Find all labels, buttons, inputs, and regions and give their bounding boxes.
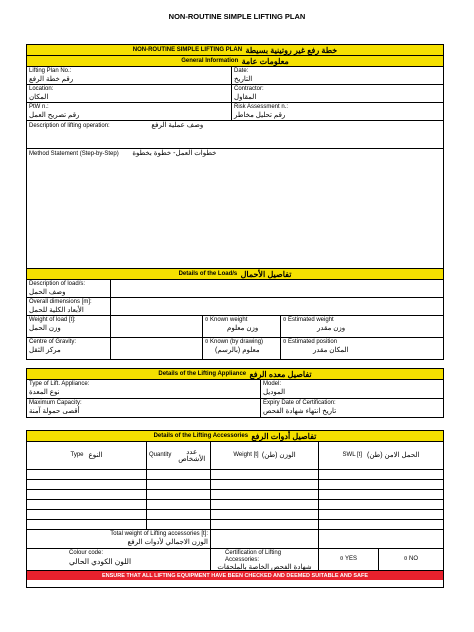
swl-cell[interactable]	[319, 520, 443, 529]
total-weight-label-ar: الوزن الاجمالي لأدوات الرفع	[127, 539, 208, 546]
colour-code-field[interactable]	[27, 549, 211, 570]
col-weight-header	[211, 442, 319, 469]
col-quantity-en: Quantity	[149, 452, 172, 458]
load-description-input[interactable]	[111, 280, 443, 297]
weight-row	[27, 316, 443, 338]
contractor-field[interactable]	[232, 85, 443, 102]
ptw-row	[27, 103, 443, 121]
lifting-accessories-header	[27, 431, 443, 442]
swl-cell[interactable]	[319, 500, 443, 509]
accessories-column-headers	[27, 442, 443, 470]
contractor-label-ar: المقاول	[234, 94, 257, 101]
col-swl-ar: الحمل الامن (طن)	[367, 452, 420, 459]
table-row	[27, 470, 443, 480]
cog-label-cell	[27, 338, 111, 360]
dimensions-input[interactable]	[111, 298, 443, 315]
quantity-cell[interactable]	[147, 470, 211, 479]
capacity-label-ar: أقصى حمولة آمنة	[29, 408, 80, 415]
type-cell[interactable]	[27, 470, 147, 479]
contractor-label: Contractor:	[234, 86, 264, 92]
location-row	[27, 85, 443, 103]
date-label: Date:	[234, 68, 249, 74]
plan-no-label-ar: رقم خطة الرفع	[29, 76, 74, 83]
total-weight-input[interactable]	[211, 530, 319, 548]
weight-cell[interactable]	[211, 500, 319, 509]
weight-cell[interactable]	[211, 510, 319, 519]
weight-label: Weight of load [t]:	[29, 317, 76, 323]
ptw-field[interactable]	[27, 103, 232, 120]
swl-cell[interactable]	[319, 490, 443, 499]
cert-label-ar: شهادة الفحص الخاصة بالملحقات	[217, 564, 312, 570]
lifting-description-label-ar: وصف عملية الرفع	[151, 122, 204, 129]
capacity-row	[27, 399, 443, 418]
load-description-label-cell	[27, 280, 111, 297]
cert-label: Certification of Lifting Accessories:	[225, 550, 282, 563]
known-weight-label-ar: وزن معلوم	[227, 325, 259, 332]
table-row	[27, 510, 443, 520]
quantity-cell[interactable]	[147, 480, 211, 489]
risk-assessment-label-ar: رقم تحليل مخاطر	[234, 112, 286, 119]
plan-no-label: Lifting Plan No.:	[29, 68, 72, 74]
load-description-label: Description of load/s:	[29, 281, 86, 287]
weight-label-ar: وزن الحمل	[29, 325, 61, 332]
capacity-field[interactable]	[27, 399, 261, 418]
appliance-type-label-ar: نوع المعدة	[29, 389, 60, 396]
cert-yes-checkbox[interactable]	[319, 549, 379, 570]
plan-no-field[interactable]	[27, 67, 232, 84]
capacity-label: Maximum Capacity:	[29, 400, 82, 406]
safety-footer-text: ENSURE THAT ALL LIFTING EQUIPMENT HAVE BEEN CHECKED AND DEEMED SUITABLE AND SAFE	[101, 572, 369, 579]
plan-header-ar: خطة رفع غير روتينية بسيطة	[245, 45, 338, 55]
col-weight-en: Weight [t]	[233, 452, 259, 458]
lifting-accessories-header-ar: تفاصيل أدوات الرفع	[251, 431, 317, 441]
lifting-description-row	[27, 121, 443, 149]
lifting-appliance-section	[26, 368, 444, 418]
method-statement-label: Method Statement (Step-by-Step)	[29, 151, 119, 157]
expiry-label-ar: تاريخ انتهاء شهادة الفحص	[263, 408, 337, 415]
method-statement-row	[27, 149, 443, 269]
appliance-type-row	[27, 380, 443, 399]
dimensions-label: Overall dimensions [m]:	[29, 299, 92, 305]
model-field[interactable]	[261, 380, 443, 398]
quantity-cell[interactable]	[147, 490, 211, 499]
type-cell[interactable]	[27, 480, 147, 489]
risk-assessment-field[interactable]	[232, 103, 443, 120]
appliance-type-label: Type of Lift. Appliance:	[29, 381, 90, 387]
model-label: Model:	[263, 381, 282, 387]
quantity-cell[interactable]	[147, 510, 211, 519]
known-by-drawing-label: ¤ Known (by drawing)	[205, 339, 264, 345]
type-cell[interactable]	[27, 510, 147, 519]
estimated-position-label-ar: المكان مقدر	[313, 347, 349, 354]
col-weight-ar: الوزن (طن)	[261, 452, 296, 459]
estimated-weight-checkbox[interactable]	[281, 316, 443, 337]
dimensions-label-ar: الأبعاد الكلية للحمل	[29, 307, 84, 314]
colour-code-label-ar: اللون الكودي الحالي	[69, 557, 132, 566]
lifting-appliance-header-ar: تفاصيل معده الرفع	[249, 369, 312, 379]
cog-label: Centre of Gravity:	[29, 339, 77, 345]
lifting-accessories-section	[26, 430, 444, 588]
colour-cert-row	[27, 549, 443, 571]
known-by-drawing-checkbox[interactable]	[203, 338, 281, 360]
weight-input[interactable]	[111, 316, 203, 337]
total-weight-label: Total weight of Lifting accessories [t]:	[110, 531, 208, 537]
swl-cell[interactable]	[319, 480, 443, 489]
total-weight-row	[27, 530, 443, 549]
estimated-weight-label: ¤ Estimated weight	[283, 317, 334, 323]
table-row	[27, 480, 443, 490]
weight-label-cell	[27, 316, 111, 337]
cert-yes-label: ¤ YES	[340, 556, 357, 562]
cert-no-checkbox[interactable]	[379, 549, 443, 570]
safety-footer-banner	[27, 571, 443, 580]
load-details-section	[26, 268, 444, 360]
quantity-cell[interactable]	[147, 500, 211, 509]
table-row	[27, 520, 443, 530]
col-type-en: Type	[70, 452, 84, 458]
quantity-cell[interactable]	[147, 520, 211, 529]
weight-cell[interactable]	[211, 470, 319, 479]
expiry-label: Expiry Date of Certification:	[263, 400, 336, 406]
type-cell[interactable]	[27, 490, 147, 499]
load-details-header	[27, 269, 443, 280]
model-label-ar: الموديل	[263, 389, 286, 396]
load-description-row	[27, 280, 443, 298]
method-statement-label-ar: خطوات العمل- خطوة بخطوة	[132, 150, 217, 157]
expiry-field[interactable]	[261, 399, 443, 418]
cert-label-cell	[211, 549, 319, 570]
table-row	[27, 500, 443, 510]
lifting-accessories-header-en: Details of the Lifting Accessories	[153, 433, 249, 439]
estimated-position-label: ¤ Estimated position	[283, 339, 338, 345]
colour-code-label: Colour code:	[69, 550, 104, 556]
location-label-ar: المكان	[29, 94, 49, 101]
plan-header	[27, 45, 443, 56]
weight-cell[interactable]	[211, 480, 319, 489]
known-by-drawing-label-ar: معلوم (بالرسم)	[215, 347, 260, 354]
general-info-ar: معلومات عامة	[241, 56, 289, 66]
lifting-description-field[interactable]	[27, 121, 443, 148]
known-weight-label: ¤ Known weight	[205, 317, 248, 323]
date-label-ar: التاريخ	[234, 76, 253, 83]
general-info-en: General Information	[181, 58, 239, 64]
cog-row	[27, 338, 443, 360]
lifting-appliance-header	[27, 369, 443, 380]
col-type-header	[27, 442, 147, 469]
col-swl-en: SWL [t]	[342, 452, 362, 458]
estimated-position-checkbox[interactable]	[281, 338, 443, 360]
appliance-type-field[interactable]	[27, 380, 261, 398]
document-title: NON-ROUTINE SIMPLE LIFTING PLAN	[168, 12, 306, 21]
type-cell[interactable]	[27, 520, 147, 529]
col-quantity-ar: عدد الأشخاص	[178, 448, 206, 463]
weight-cell[interactable]	[211, 520, 319, 529]
estimated-weight-label-ar: وزن مقدر	[317, 325, 346, 332]
location-label: Location:	[29, 86, 54, 92]
method-statement-field[interactable]	[27, 149, 443, 269]
lifting-description-label: Description of lifting operation:	[29, 123, 110, 129]
load-details-header-en: Details of the Load/s	[178, 271, 238, 277]
cog-label-ar: مركز الثقل	[29, 347, 61, 354]
dimensions-label-cell	[27, 298, 111, 315]
table-row	[27, 490, 443, 500]
ptw-label: PtW n.:	[29, 104, 49, 110]
risk-assessment-label: Risk Assessment n.:	[234, 104, 289, 110]
plan-no-row	[27, 67, 443, 85]
load-description-label-ar: وصف الحمل	[29, 289, 66, 296]
general-info-header	[27, 56, 443, 67]
location-field[interactable]	[27, 85, 232, 102]
general-information-section	[26, 44, 444, 270]
col-type-ar: النوع	[88, 452, 103, 459]
cert-no-label: ¤ NO	[403, 556, 418, 562]
known-weight-checkbox[interactable]	[203, 316, 281, 337]
swl-cell[interactable]	[319, 470, 443, 479]
plan-header-en: NON-ROUTINE SIMPLE LIFTING PLAN	[132, 47, 243, 53]
swl-cell[interactable]	[319, 510, 443, 519]
total-weight-blank	[319, 530, 443, 548]
load-details-header-ar: تفاصيل الأحمال	[240, 269, 292, 279]
lifting-appliance-header-en: Details of the Lifting Appliance	[158, 371, 247, 377]
col-quantity-header	[147, 442, 211, 469]
type-cell[interactable]	[27, 500, 147, 509]
cog-input[interactable]	[111, 338, 203, 360]
col-swl-header	[319, 442, 443, 469]
date-field[interactable]	[232, 67, 443, 84]
weight-cell[interactable]	[211, 490, 319, 499]
total-weight-label-cell	[27, 530, 211, 548]
ptw-label-ar: رقم تصريح العمل	[29, 112, 80, 119]
dimensions-row	[27, 298, 443, 316]
